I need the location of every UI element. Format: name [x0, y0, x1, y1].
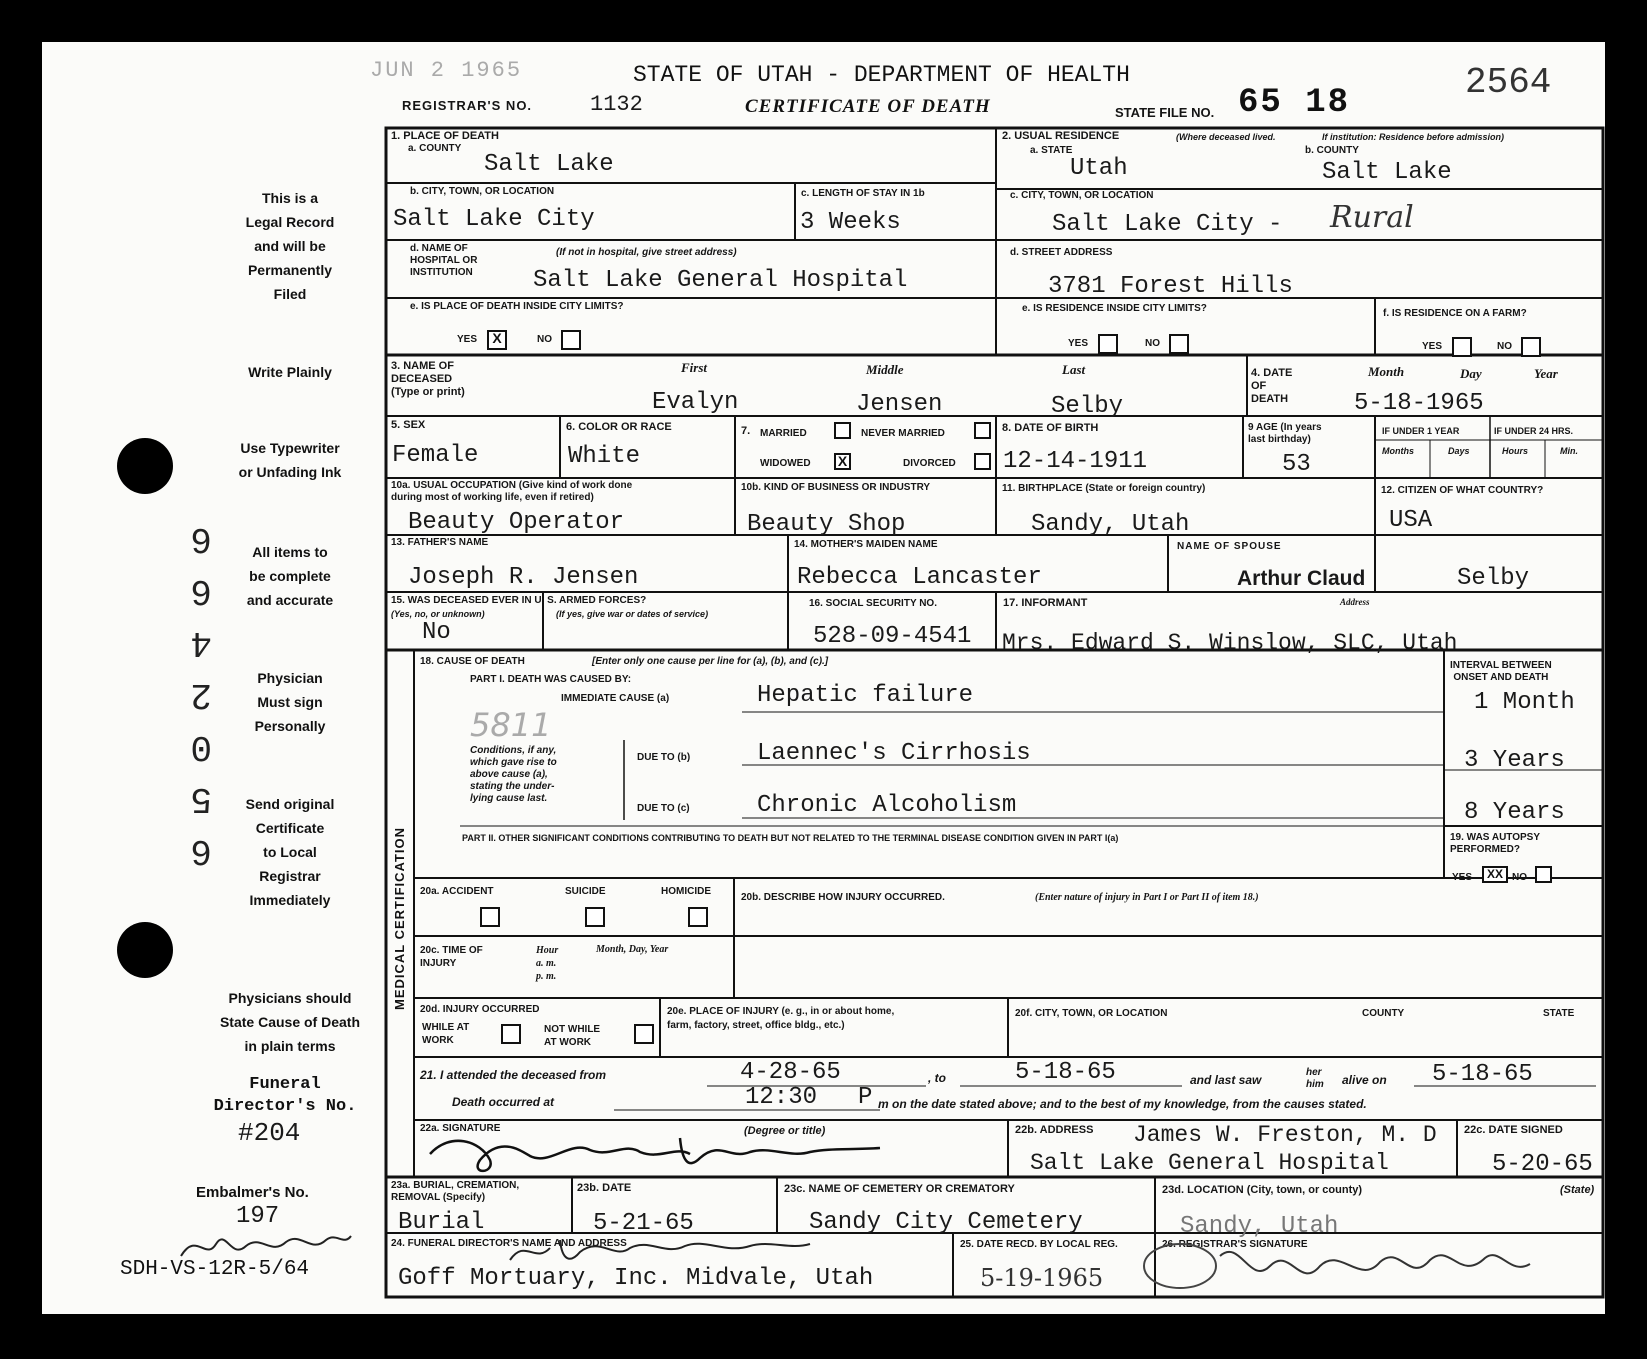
- date-received-label: 25. DATE RECD. BY LOCAL REG.: [960, 1239, 1118, 1250]
- embalmer-number: 197: [236, 1203, 280, 1230]
- accident-label: 20a. ACCIDENT: [420, 886, 494, 897]
- residence-note-1: (Where deceased lived.: [1176, 132, 1276, 142]
- death-occurred-label: Death occurred at: [452, 1095, 555, 1109]
- sex-label: 5. SEX: [391, 419, 426, 431]
- informant-label: 17. INFORMANT: [1003, 597, 1088, 609]
- residence-county-label: b. COUNTY: [1305, 145, 1359, 156]
- burial-date-label: 23b. DATE: [577, 1182, 632, 1194]
- place-of-death-label: 1. PLACE OF DEATH: [391, 130, 499, 142]
- not-at-work-label: NOT WHILE AT WORK: [544, 1024, 601, 1048]
- while-at-work-checkbox[interactable]: [501, 1024, 521, 1044]
- occupation-value: Beauty Operator: [408, 509, 625, 536]
- interval-b-value: 3 Years: [1464, 747, 1565, 774]
- under-1-year-label: IF UNDER 1 YEAR: [1382, 426, 1460, 436]
- days-label: Days: [1448, 446, 1470, 456]
- injury-state-label: STATE: [1543, 1008, 1575, 1019]
- county-label: a. COUNTY: [408, 143, 462, 154]
- cause-of-death-label: 18. CAUSE OF DEATH: [420, 656, 525, 667]
- residence-city-value: Salt Lake City -: [1052, 211, 1283, 238]
- embalmer-signature: [176, 1226, 356, 1266]
- business-value: Beauty Shop: [747, 511, 906, 538]
- mother-value: Rebecca Lancaster: [797, 564, 1042, 591]
- date-signed-label: 22c. DATE SIGNED: [1464, 1124, 1563, 1136]
- residence-limits-yes-checkbox[interactable]: [1098, 334, 1118, 354]
- time-of-injury-label: 20c. TIME OF INJURY: [420, 945, 483, 969]
- divorced-label: DIVORCED: [903, 458, 956, 469]
- immediate-cause-label: IMMEDIATE CAUSE (a): [561, 693, 670, 704]
- armed-forces-label: 15. WAS DECEASED EVER IN U. S. ARMED FORCES?: [391, 595, 647, 606]
- armed-forces-note-1: (Yes, no, or unknown): [391, 609, 485, 619]
- married-checkbox[interactable]: [834, 422, 851, 439]
- suicide-checkbox[interactable]: [585, 907, 605, 927]
- yes-label: YES: [1422, 341, 1443, 352]
- received-stamp: JUN 2 1965: [370, 58, 523, 83]
- injury-description-label: 20b. DESCRIBE HOW INJURY OCCURRED.: [741, 892, 945, 903]
- while-at-work-label: WHILE AT WORK: [422, 1022, 470, 1046]
- never-married-label: NEVER MARRIED: [861, 428, 945, 439]
- year-label: Year: [1534, 366, 1558, 381]
- street-address-label: d. STREET ADDRESS: [1010, 247, 1113, 258]
- attended-label: 21. I attended the deceased from: [420, 1068, 607, 1082]
- yes-label: YES: [1452, 872, 1473, 883]
- farm-yes-checkbox[interactable]: [1452, 337, 1472, 357]
- birth-date-label: 8. DATE OF BIRTH: [1002, 422, 1099, 434]
- cemetery-label: 23c. NAME OF CEMETERY OR CREMATORY: [784, 1183, 1015, 1195]
- alive-on-label: alive on: [1342, 1073, 1387, 1087]
- date-stated-label: m on the date stated above; and to the best of my knowledge, from the causes stated.: [878, 1097, 1367, 1111]
- physician-name-value: James W. Freston, M. D: [1133, 1122, 1437, 1148]
- street-address-value: 3781 Forest Hills: [1048, 273, 1293, 300]
- attended-from-value: 4-28-65: [740, 1059, 841, 1086]
- last-name-value: Selby: [1051, 393, 1124, 420]
- month-label: Month: [1368, 364, 1405, 379]
- middle-name-value: Jensen: [856, 391, 943, 418]
- date-received-value: 5-19-1965: [980, 1264, 1104, 1292]
- father-label: 13. FATHER'S NAME: [391, 537, 489, 548]
- date-of-death-label: 4. DATE OF DEATH: [1251, 367, 1293, 405]
- widowed-checkbox[interactable]: X: [834, 453, 851, 470]
- accident-checkbox[interactable]: [480, 907, 500, 927]
- registrar-number: 1132: [590, 92, 643, 117]
- state-label: a. STATE: [1030, 145, 1073, 156]
- length-of-stay-label: c. LENGTH OF STAY IN 1b: [801, 188, 925, 199]
- write-plainly-note: Write Plainly: [248, 364, 332, 380]
- hour-label: Hour a. m. p. m.: [536, 945, 559, 982]
- city-label: b. CITY, TOWN, OR LOCATION: [410, 186, 555, 197]
- not-at-work-checkbox[interactable]: [634, 1024, 654, 1044]
- address-label: Address: [1340, 597, 1370, 607]
- residence-rural-handwritten: Rural: [1330, 200, 1414, 235]
- ssn-label: 16. SOCIAL SECURITY NO.: [809, 598, 937, 609]
- day-label: Day: [1460, 366, 1482, 381]
- length-of-stay-value: 3 Weeks: [800, 209, 901, 236]
- physician-address-label: 22b. ADDRESS: [1015, 1124, 1094, 1136]
- min-label: Min.: [1560, 446, 1578, 456]
- registrar-signature: [1140, 1236, 1540, 1296]
- send-original-note: Send original Certificate to Local Registrar Immediately: [245, 796, 335, 908]
- city-value: Salt Lake City: [393, 206, 595, 233]
- residence-state-value: Utah: [1070, 155, 1128, 182]
- no-label: NO: [1512, 872, 1527, 883]
- mother-label: 14. MOTHER'S MAIDEN NAME: [794, 539, 938, 550]
- registrar-number-label: REGISTRAR'S NO.: [402, 98, 533, 113]
- attended-to-label: , to: [928, 1071, 946, 1085]
- place-of-injury-label: 20e. PLACE OF INJURY (e. g., in or about home, farm, factory, street, office bldg., etc.): [667, 1006, 895, 1031]
- inside-limits-no-checkbox[interactable]: [561, 330, 581, 350]
- corner-number: 2564: [1465, 62, 1552, 103]
- county-value: Salt Lake: [484, 151, 614, 178]
- last-saw-label: and last saw: [1190, 1073, 1262, 1087]
- spouse-last-value: Selby: [1457, 565, 1530, 592]
- due-to-b-label: DUE TO (b): [637, 752, 691, 763]
- state-department-title: STATE OF UTAH - DEPARTMENT OF HEALTH: [633, 62, 1130, 88]
- disposition-label: 23a. BURIAL, CREMATION, REMOVAL (Specify): [391, 1180, 520, 1203]
- cause-code: 5811: [470, 706, 552, 744]
- yes-label: YES: [457, 334, 478, 345]
- location-label: 23d. LOCATION (City, town, or county): [1162, 1184, 1363, 1196]
- location-value: Sandy, Utah: [1180, 1213, 1339, 1240]
- months-label: Months: [1382, 446, 1414, 456]
- divorced-checkbox[interactable]: [974, 453, 991, 470]
- state-file-number: 65 18: [1238, 84, 1351, 122]
- occupation-label: 10a. USUAL OCCUPATION (Give kind of work done during most of working life, even if retired): [391, 480, 633, 503]
- funeral-director-number: #204: [238, 1118, 301, 1148]
- due-to-c-label: DUE TO (c): [637, 803, 690, 814]
- injury-description-note: (Enter nature of injury in Part I or Part II of item 18.): [1035, 892, 1259, 903]
- injury-occurred-label: 20d. INJURY OCCURRED: [420, 1004, 540, 1015]
- hospital-label: d. NAME OF HOSPITAL OR INSTITUTION: [410, 243, 478, 278]
- physician-signature: [420, 1130, 890, 1176]
- business-label: 10b. KIND OF BUSINESS OR INDUSTRY: [741, 482, 931, 493]
- residence-county-value: Salt Lake: [1322, 159, 1452, 186]
- usual-residence-label: 2. USUAL RESIDENCE: [1002, 130, 1120, 142]
- residence-limits-no-checkbox[interactable]: [1169, 334, 1189, 354]
- funeral-home-value: Goff Mortuary, Inc. Midvale, Utah: [398, 1265, 874, 1292]
- homicide-label: HOMICIDE: [661, 886, 711, 897]
- funeral-director-name-label: 24. FUNERAL DIRECTOR'S NAME AND ADDRESS: [391, 1238, 627, 1249]
- month-day-year-label: Month, Day, Year: [596, 944, 669, 955]
- part-1-label: PART I. DEATH WAS CAUSED BY:: [470, 674, 632, 685]
- armed-forces-note-2: (If yes, give war or dates of service): [556, 609, 709, 619]
- interval-c-value: 8 Years: [1464, 799, 1565, 826]
- last-seen-value: 5-18-65: [1432, 1061, 1533, 1088]
- race-label: 6. COLOR OR RACE: [566, 421, 672, 433]
- deceased-name-label: 3. NAME OF DECEASED (Type or print): [391, 360, 465, 398]
- residence-city-label: c. CITY, TOWN, OR LOCATION: [1010, 190, 1154, 201]
- form-id: SDH-VS-12R-5/64: [120, 1258, 310, 1281]
- injury-city-label: 20f. CITY, TOWN, OR LOCATION: [1015, 1008, 1168, 1019]
- spouse-label: NAME OF SPOUSE: [1177, 541, 1282, 552]
- punch-hole: [117, 922, 173, 978]
- autopsy-label: 19. WAS AUTOPSY PERFORMED?: [1450, 832, 1541, 855]
- attended-to-value: 5-18-65: [1015, 1059, 1116, 1086]
- autopsy-no-checkbox[interactable]: [1535, 866, 1552, 883]
- punch-hole: [117, 438, 173, 494]
- father-value: Joseph R. Jensen: [408, 564, 639, 591]
- farm-no-checkbox[interactable]: [1521, 337, 1541, 357]
- date-signed-value: 5-20-65: [1492, 1151, 1593, 1178]
- informant-value: Mrs. Edward S. Winslow, SLC, Utah: [1002, 630, 1458, 656]
- inside-limits-yes-checkbox[interactable]: X: [487, 330, 507, 350]
- location-state-label: (State): [1560, 1184, 1595, 1196]
- homicide-checkbox[interactable]: [688, 907, 708, 927]
- never-married-checkbox[interactable]: [974, 422, 991, 439]
- registrar-signature-label: 26. REGISTRAR'S SIGNATURE: [1162, 1239, 1308, 1250]
- hospital-note: (If not in hospital, give street address): [556, 247, 737, 258]
- hospital-value: Salt Lake General Hospital: [533, 267, 908, 294]
- funeral-director-label: Funeral Director's No.: [213, 1075, 357, 1116]
- cause-c-value: Chronic Alcoholism: [757, 792, 1017, 819]
- legal-record-note: This is a Legal Record and will be Permanently Filed: [245, 190, 335, 302]
- citizen-value: USA: [1389, 507, 1433, 534]
- inside-city-limits-label: e. IS PLACE OF DEATH INSIDE CITY LIMITS?: [410, 301, 624, 312]
- cause-of-death-note: [Enter only one cause per line for (a), (b), and (c).]: [592, 656, 829, 667]
- funeral-director-signature: [500, 1230, 820, 1270]
- birth-date-value: 12-14-1911: [1003, 448, 1148, 475]
- cemetery-value: Sandy City Cemetery: [809, 1209, 1083, 1236]
- hours-label: Hours: [1502, 446, 1529, 456]
- yes-label: YES: [1068, 338, 1089, 349]
- citizen-label: 12. CITIZEN OF WHAT COUNTRY?: [1381, 485, 1544, 496]
- first-name-label: First: [681, 360, 708, 375]
- interval-a-value: 1 Month: [1474, 689, 1575, 716]
- ssn-value: 528-09-4541: [813, 623, 972, 650]
- time-value: 12:30: [745, 1084, 818, 1111]
- signature-label: 22a. SIGNATURE: [420, 1123, 501, 1134]
- state-cause-note: Physicians should State Cause of Death in plain terms: [219, 990, 361, 1054]
- physician-sign-note: Physician Must sign Personally: [254, 670, 326, 734]
- no-label: NO: [1145, 338, 1160, 349]
- am-pm-value: P: [858, 1084, 873, 1111]
- embalmer-label: Embalmer's No.: [196, 1184, 309, 1201]
- suicide-label: SUICIDE: [565, 886, 606, 897]
- sex-value: Female: [392, 442, 479, 469]
- last-name-label: Last: [1062, 362, 1086, 377]
- disposition-value: Burial: [398, 1209, 485, 1236]
- spouse-value: Arthur Claud: [1237, 567, 1366, 590]
- injury-county-label: COUNTY: [1362, 1008, 1405, 1019]
- date-of-death-value: 5-18-1965: [1354, 390, 1484, 417]
- her-him-label: her him: [1306, 1067, 1324, 1090]
- birthplace-label: 11. BIRTHPLACE (State or foreign country): [1002, 483, 1206, 494]
- state-file-label: STATE FILE NO.: [1115, 105, 1215, 120]
- residence-city-limits-label: e. IS RESIDENCE INSIDE CITY LIMITS?: [1022, 303, 1207, 314]
- middle-name-label: Middle: [866, 362, 904, 377]
- vertical-serial-number: 6502466: [190, 518, 212, 871]
- typewriter-note: Use Typewriter or Unfading Ink: [238, 440, 342, 480]
- age-label: 9 AGE (In years last birthday): [1248, 422, 1322, 445]
- birthplace-value: Sandy, Utah: [1031, 511, 1190, 538]
- part-2-label: PART II. OTHER SIGNIFICANT CONDITIONS CONTRIBUTING TO DEATH BUT NOT RELATED TO THE TERMINAL DISEASE CONDITION GIVEN IN PART I(a): [462, 833, 1119, 843]
- conditions-label: Conditions, if any, which gave rise to above cause (a), stating the under- lying cause last.: [470, 745, 557, 804]
- certificate-title: CERTIFICATE OF DEATH: [745, 96, 991, 117]
- marital-label: 7.: [741, 425, 751, 437]
- interval-label: INTERVAL BETWEEN ONSET AND DEATH: [1450, 660, 1552, 683]
- complete-note: All items to be complete and accurate: [246, 544, 334, 608]
- armed-forces-value: No: [422, 619, 451, 646]
- residence-farm-label: f. IS RESIDENCE ON A FARM?: [1383, 308, 1527, 319]
- burial-date-value: 5-21-65: [593, 1210, 694, 1237]
- married-label: MARRIED: [760, 428, 807, 439]
- cause-b-value: Laennec's Cirrhosis: [757, 740, 1031, 767]
- first-name-value: Evalyn: [652, 389, 739, 416]
- autopsy-yes-checkbox[interactable]: XX: [1482, 866, 1508, 883]
- residence-note-2: If institution: Residence before admission): [1322, 132, 1505, 142]
- no-label: NO: [537, 334, 552, 345]
- medical-certification-label: MEDICAL CERTIFICATION: [392, 826, 407, 1010]
- race-value: White: [568, 443, 641, 470]
- degree-label: (Degree or title): [744, 1125, 826, 1137]
- physician-address-value: Salt Lake General Hospital: [1030, 1150, 1389, 1176]
- age-value: 53: [1282, 451, 1311, 478]
- immediate-cause-value: Hepatic failure: [757, 682, 974, 709]
- under-24-hours-label: IF UNDER 24 HRS.: [1494, 426, 1574, 436]
- no-label: NO: [1497, 341, 1512, 352]
- widowed-label: WIDOWED: [760, 458, 811, 469]
